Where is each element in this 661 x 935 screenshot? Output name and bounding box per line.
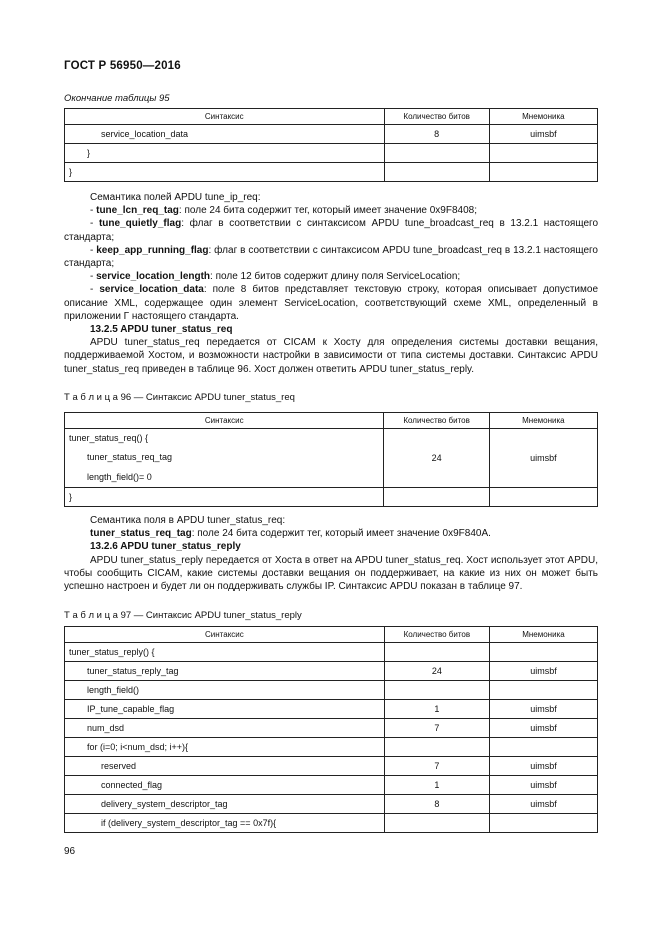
mnemonic-cell: uimsbf xyxy=(489,429,597,488)
column-header: Мнемоника xyxy=(489,627,597,643)
table-95 xyxy=(64,108,598,182)
table-row xyxy=(65,719,598,738)
mnemonic-cell: uimsbf xyxy=(489,776,597,795)
bits-cell: 7 xyxy=(384,719,489,738)
table-row xyxy=(65,662,598,681)
bits-cell: 7 xyxy=(384,757,489,776)
table95-caption: Окончание таблицы 95 xyxy=(64,93,170,104)
bits-cell: 24 xyxy=(384,662,489,681)
section-text: APDU tuner_status_req передается от CICAM к Хосту для определения системы доставки вещания, поддерживаемой Хостом, и возможности настройки в зависимости от типа системы доставки. Синтаксис APDU tuner_status_req приведен в таблице 96. Хост должен ответить APDU tuner_status_reply. xyxy=(64,337,598,375)
semantics-tune-ip-req xyxy=(64,191,598,376)
table-row xyxy=(65,125,598,144)
syntax-cell: reserved xyxy=(65,757,385,776)
table-row xyxy=(65,643,598,662)
bits-cell xyxy=(384,144,489,163)
mnemonic-cell xyxy=(489,144,597,163)
mnemonic-cell xyxy=(489,163,597,182)
column-header: Мнемоника xyxy=(489,413,597,429)
semantics-item: - service_location_data: поле 8 битов представляет текстовую строку, которая описывает допустимое описание XML, содержащее один элемент ServiceLocation, соответствующий схеме XML, определенный в приложении Г настоящего стандарта. xyxy=(64,284,599,322)
table-row xyxy=(65,757,598,776)
syntax-cell: tuner_status_reply_tag xyxy=(65,662,385,681)
mnemonic-cell: uimsbf xyxy=(489,662,597,681)
semantics-intro: Семантика поля в APDU tuner_status_req: xyxy=(90,515,286,526)
syntax-cell: tuner_status_req() { xyxy=(65,429,384,448)
table-row xyxy=(65,163,598,182)
mnemonic-cell xyxy=(489,643,597,662)
semantics-item: - keep_app_running_flag: флаг в соответствии с синтаксисом APDU tune_broadcast_req в 13.2.1 настоящего стандарта; xyxy=(64,244,598,270)
table-row xyxy=(65,776,598,795)
mnemonic-cell xyxy=(489,738,597,757)
mnemonic-cell: uimsbf xyxy=(489,719,597,738)
section-heading: 13.2.6 APDU tuner_status_reply xyxy=(90,541,241,553)
bits-cell xyxy=(384,738,489,757)
bits-cell xyxy=(384,814,489,833)
table-row xyxy=(65,488,598,507)
mnemonic-cell: uimsbf xyxy=(489,125,597,144)
semantics-tuner-status-req xyxy=(64,514,598,593)
bits-cell xyxy=(384,163,489,182)
semantics-item: - tune_lcn_req_tag: поле 24 бита содержит тег, который имеет значение 0x9F8408; xyxy=(90,205,477,217)
bits-cell: 24 xyxy=(384,429,489,488)
section-text: APDU tuner_status_reply передается от Хоста в ответ на APDU tuner_status_req. Хост использует этот APDU, чтобы сообщить CICAM, какие системы доставки вещания он поддерживает, на какие из них он может быть успешно настроен и будет ли он поддерживать службы IP. Синтаксис APDU показан в таблице 97. xyxy=(64,554,598,593)
table97-caption: Т а б л и ц а 97 — Синтаксис APDU tuner_status_reply xyxy=(64,610,302,621)
semantics-item: tuner_status_req_tag: поле 24 бита содержит тег, который имеет значение 0x9F840A. xyxy=(90,528,491,540)
semantics-item: - service_location_length: поле 12 битов содержит длину поля ServiceLocation; xyxy=(90,271,461,283)
table-header-row xyxy=(65,413,598,429)
document-header: ГОСТ Р 56950—2016 xyxy=(64,60,181,72)
syntax-cell: tuner_status_req_tag xyxy=(65,447,384,467)
syntax-cell: if (delivery_system_descriptor_tag == 0x7f){ xyxy=(65,814,385,833)
table-96 xyxy=(64,412,598,507)
syntax-cell: } xyxy=(65,144,385,163)
column-header: Количество битов xyxy=(384,109,489,125)
table-row xyxy=(65,700,598,719)
syntax-cell: length_field()= 0 xyxy=(65,467,384,488)
syntax-cell: service_location_data xyxy=(65,125,385,144)
bits-cell: 1 xyxy=(384,700,489,719)
bits-cell xyxy=(384,643,489,662)
mnemonic-cell xyxy=(489,681,597,700)
table-row xyxy=(65,144,598,163)
semantics-item: - tune_quietly_flag: флаг в соответствии с синтаксисом APDU tune_broadcast_req в 13.2.1 настоящего стандарта; xyxy=(64,218,599,243)
semantics-intro: Семантика полей APDU tune_ip_req: xyxy=(90,192,261,203)
bits-cell: 8 xyxy=(384,795,489,814)
bits-cell: 1 xyxy=(384,776,489,795)
mnemonic-cell xyxy=(489,814,597,833)
mnemonic-cell xyxy=(489,488,597,507)
bits-cell: 8 xyxy=(384,125,489,144)
column-header: Количество битов xyxy=(384,627,489,643)
table-header-row xyxy=(65,627,598,643)
column-header: Синтаксис xyxy=(65,627,385,643)
syntax-cell: num_dsd xyxy=(65,719,385,738)
table-row xyxy=(65,429,598,448)
syntax-cell: IP_tune_capable_flag xyxy=(65,700,385,719)
syntax-cell: } xyxy=(65,488,384,507)
syntax-cell: connected_flag xyxy=(65,776,385,795)
table-row xyxy=(65,681,598,700)
syntax-cell: for (i=0; i<num_dsd; i++){ xyxy=(65,738,385,757)
column-header: Количество битов xyxy=(384,413,489,429)
syntax-cell: } xyxy=(65,163,385,182)
table-row xyxy=(65,795,598,814)
page-number: 96 xyxy=(64,846,76,857)
table-row xyxy=(65,738,598,757)
column-header: Синтаксис xyxy=(65,413,384,429)
syntax-cell: length_field() xyxy=(65,681,385,700)
mnemonic-cell: uimsbf xyxy=(489,757,597,776)
table-97 xyxy=(64,626,598,833)
table96-caption: Т а б л и ц а 96 — Синтаксис APDU tuner_status_req xyxy=(64,392,295,403)
bits-cell xyxy=(384,681,489,700)
table-row xyxy=(65,814,598,833)
table-header-row xyxy=(65,109,598,125)
column-header: Мнемоника xyxy=(489,109,597,125)
mnemonic-cell: uimsbf xyxy=(489,700,597,719)
syntax-cell: tuner_status_reply() { xyxy=(65,643,385,662)
column-header: Синтаксис xyxy=(65,109,385,125)
mnemonic-cell: uimsbf xyxy=(489,795,597,814)
section-heading: 13.2.5 APDU tuner_status_req xyxy=(90,324,233,336)
bits-cell xyxy=(384,488,489,507)
syntax-cell: delivery_system_descriptor_tag xyxy=(65,795,385,814)
